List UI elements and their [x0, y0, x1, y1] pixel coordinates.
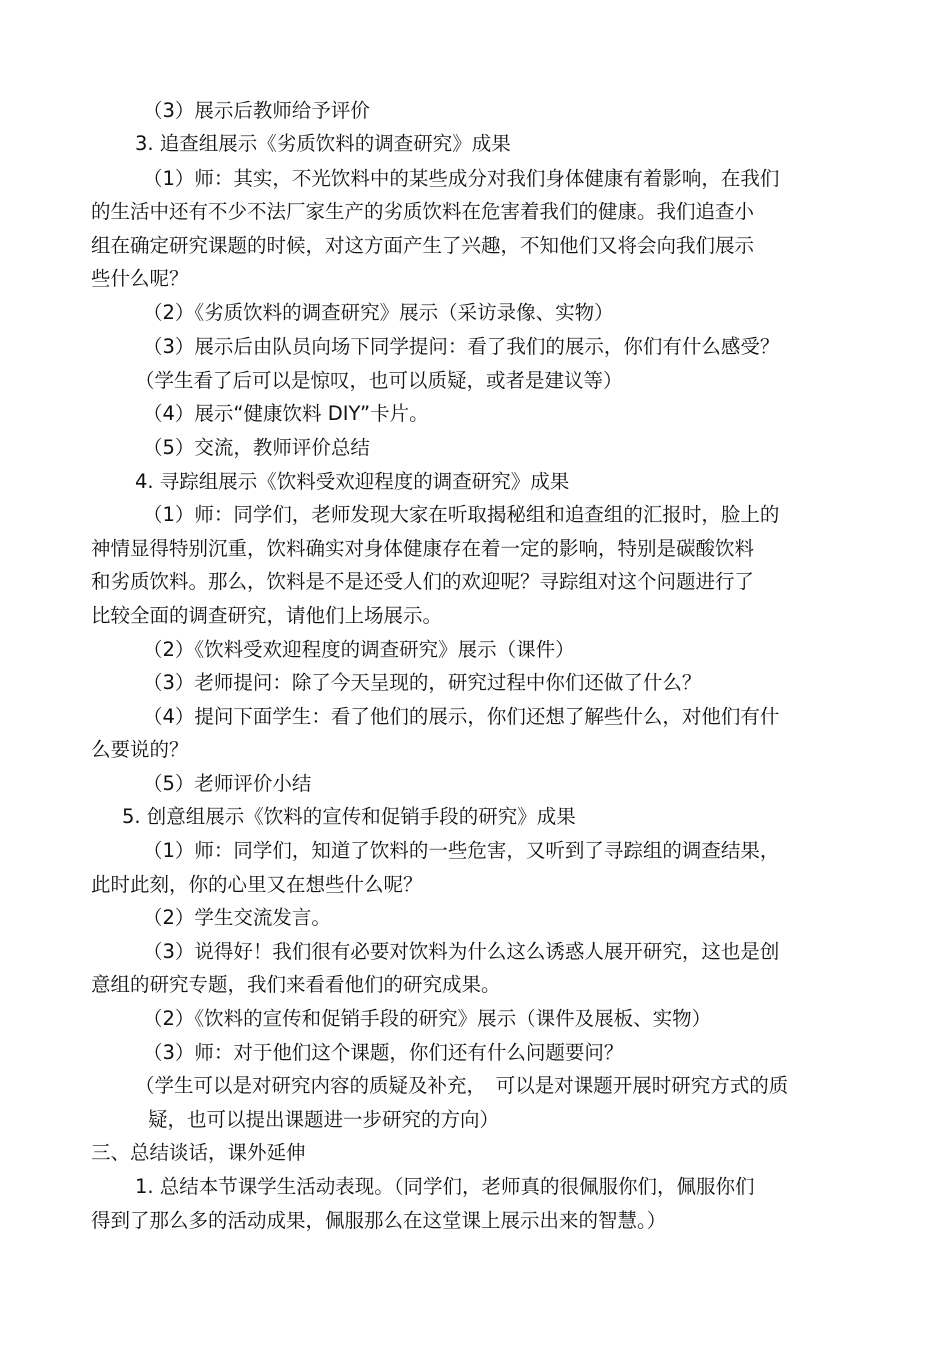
text-line: （3）展示后教师给予评价	[143, 99, 370, 122]
text-line: （1）师：同学们，老师发现大家在听取揭秘组和追查组的汇报时，脸上的	[143, 503, 780, 526]
text-line: （4）提问下面学生：看了他们的展示，你们还想了解些什么，对他们有什	[143, 705, 780, 728]
text-line: （2）学生交流发言。	[143, 906, 331, 929]
text-line: （2）《劣质饮料的调查研究》展示（采访录像、实物）	[143, 301, 614, 324]
text-line: 意组的研究专题，我们来看看他们的研究成果。	[91, 973, 501, 996]
text-line: 此时此刻，你的心里又在想些什么呢？	[91, 873, 423, 896]
text-line: （3）展示后由队员向场下同学提问：看了我们的展示，你们有什么感受？	[143, 335, 780, 358]
text-line: 比较全面的调查研究，请他们上场展示。	[91, 604, 443, 627]
text-line: 神情显得特别沉重，饮料确实对身体健康存在着一定的影响，特别是碳酸饮料	[91, 537, 755, 560]
text-line: 的生活中还有不少不法厂家生产的劣质饮料在危害着我们的健康。我们追查小	[91, 200, 755, 223]
text-line: （4）展示“健康饮料 DIY”卡片。	[143, 402, 429, 425]
text-line: 疑，也可以提出课题进一步研究的方向）	[148, 1108, 500, 1131]
section-heading: 3. 追查组展示《劣质饮料的调查研究》成果	[135, 132, 511, 155]
text-line: （1）师：同学们，知道了饮料的一些危害，又听到了寻踪组的调查结果，	[143, 839, 780, 862]
text-line: （学生看了后可以是惊叹，也可以质疑，或者是建议等）	[135, 369, 623, 392]
text-line: 么要说的？	[91, 738, 189, 761]
section-heading: 三、总结谈话，课外延伸	[91, 1141, 306, 1164]
text-line: 和劣质饮料。那么，饮料是不是还受人们的欢迎呢？寻踪组对这个问题进行了	[91, 570, 755, 593]
text-line: （3）老师提问：除了今天呈现的，研究过程中你们还做了什么？	[143, 671, 702, 694]
text-line: 得到了那么多的活动成果，佩服那么在这堂课上展示出来的智慧。）	[91, 1209, 667, 1232]
text-line: （1）师：其实，不光饮料中的某些成分对我们身体健康有着影响，在我们	[143, 167, 780, 190]
section-heading: 5. 创意组展示《饮料的宣传和促销手段的研究》成果	[122, 805, 576, 828]
text-line: （5）交流，教师评价总结	[143, 436, 370, 459]
text-line: （2）《饮料的宣传和促销手段的研究》展示（课件及展板、实物）	[143, 1007, 712, 1030]
text-line: 1. 总结本节课学生活动表现。（同学们，老师真的很佩服你们，佩服你们	[135, 1175, 755, 1198]
text-line: （3）说得好！我们很有必要对饮料为什么这么诱惑人展开研究，这也是创	[143, 940, 780, 963]
text-line: （学生可以是对研究内容的质疑及补充， 可以是对课题开展时研究方式的质	[135, 1074, 789, 1097]
text-line: 些什么呢？	[91, 267, 189, 290]
text-line: （2）《饮料受欢迎程度的调查研究》展示（课件）	[143, 638, 575, 661]
text-line: （5）老师评价小结	[143, 772, 312, 795]
section-heading: 4. 寻踪组展示《饮料受欢迎程度的调查研究》成果	[135, 470, 570, 493]
text-line: （3）师：对于他们这个课题，你们还有什么问题要问？	[143, 1041, 624, 1064]
text-line: 组在确定研究课题的时候，对这方面产生了兴趣，不知他们又将会向我们展示	[91, 234, 755, 257]
